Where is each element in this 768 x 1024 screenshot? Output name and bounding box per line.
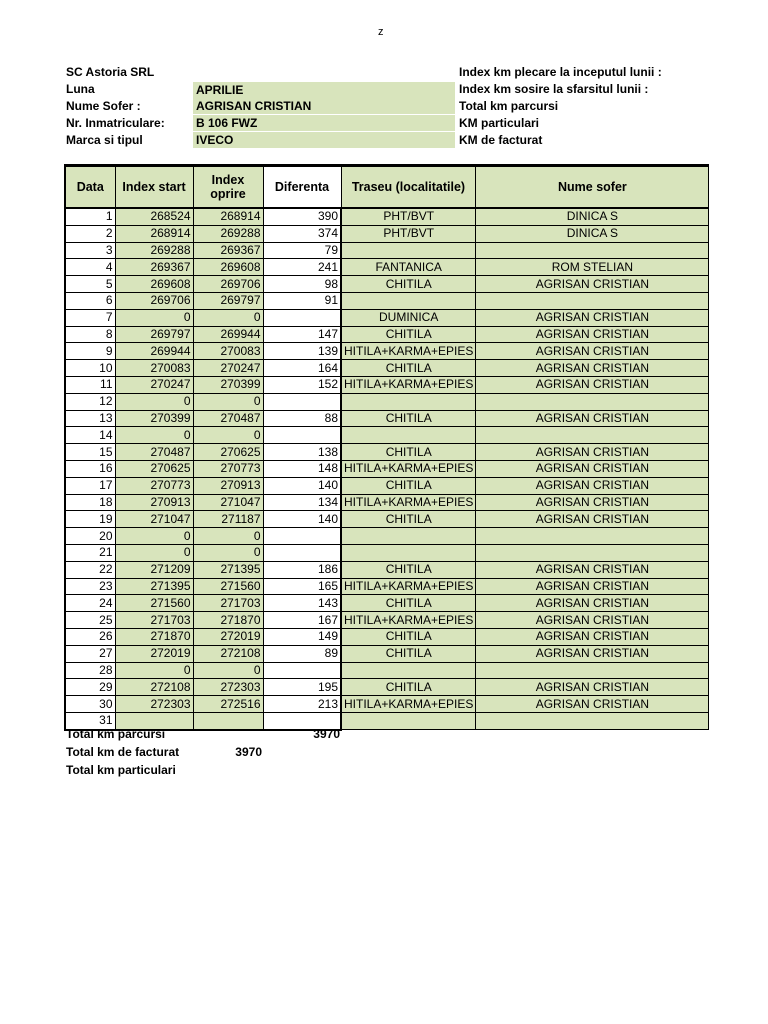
make-value[interactable]: IVECO [193, 132, 455, 148]
cell-driver[interactable]: AGRISAN CRISTIAN [476, 376, 709, 393]
cell-route[interactable]: CHITILA [341, 628, 476, 645]
cell-route[interactable]: CHITILA [341, 410, 476, 427]
cell-index-stop[interactable]: 0 [193, 393, 263, 410]
cell-route[interactable]: CHITILA [341, 444, 476, 461]
cell-difference[interactable]: 167 [263, 612, 341, 629]
cell-driver[interactable]: AGRISAN CRISTIAN [476, 276, 709, 293]
cell-data[interactable]: 19 [65, 511, 115, 528]
end-index-label: Index km sosire la sfarsitul lunii : [459, 82, 649, 96]
cell-driver[interactable] [476, 544, 709, 561]
cell-driver[interactable] [476, 292, 709, 309]
cell-difference[interactable]: 88 [263, 410, 341, 427]
cell-index-stop[interactable]: 270487 [193, 410, 263, 427]
cell-data[interactable]: 20 [65, 528, 115, 545]
cell-route[interactable]: HITILA+KARMA+EPIES [341, 696, 476, 713]
cell-difference[interactable]: 89 [263, 645, 341, 662]
cell-index-start[interactable]: 268914 [115, 225, 193, 242]
cell-index-stop[interactable]: 268914 [193, 208, 263, 225]
table-row [65, 679, 709, 696]
table-body [65, 208, 709, 730]
month-label: Luna [66, 82, 95, 96]
cell-difference[interactable]: 374 [263, 225, 341, 242]
cell-data[interactable]: 30 [65, 696, 115, 713]
cell-driver[interactable]: ROM STELIAN [476, 259, 709, 276]
cell-route[interactable]: CHITILA [341, 595, 476, 612]
cell-index-stop[interactable]: 271395 [193, 561, 263, 578]
cell-driver[interactable]: AGRISAN CRISTIAN [476, 326, 709, 343]
cell-index-start[interactable]: 270247 [115, 376, 193, 393]
cell-driver[interactable]: AGRISAN CRISTIAN [476, 595, 709, 612]
cell-data[interactable]: 8 [65, 326, 115, 343]
cell-route[interactable]: CHITILA [341, 561, 476, 578]
cell-difference[interactable]: 140 [263, 477, 341, 494]
cell-index-stop[interactable]: 271703 [193, 595, 263, 612]
cell-index-stop[interactable]: 0 [193, 309, 263, 326]
cell-route[interactable]: CHITILA [341, 511, 476, 528]
total-km-billable-value: 3970 [235, 745, 262, 759]
cell-index-start[interactable]: 269288 [115, 242, 193, 259]
total-km-traveled-value: 3970 [313, 727, 340, 741]
cell-difference[interactable]: 152 [263, 376, 341, 393]
table-row [65, 360, 709, 377]
cell-data[interactable]: 7 [65, 309, 115, 326]
cell-difference[interactable]: 140 [263, 511, 341, 528]
cell-driver[interactable]: AGRISAN CRISTIAN [476, 494, 709, 511]
table-row [65, 410, 709, 427]
cell-index-start[interactable]: 0 [115, 528, 193, 545]
total-km-private-label: Total km particulari [66, 763, 176, 777]
cell-index-start[interactable]: 270913 [115, 494, 193, 511]
cell-route[interactable]: HITILA+KARMA+EPIES [341, 612, 476, 629]
cell-difference[interactable]: 213 [263, 696, 341, 713]
cell-index-stop[interactable]: 270399 [193, 376, 263, 393]
table-row [65, 225, 709, 242]
cell-data[interactable]: 17 [65, 477, 115, 494]
cell-route[interactable] [341, 528, 476, 545]
table-row [65, 444, 709, 461]
cell-driver[interactable]: AGRISAN CRISTIAN [476, 477, 709, 494]
table-row [65, 578, 709, 595]
cell-driver[interactable]: AGRISAN CRISTIAN [476, 309, 709, 326]
cell-data[interactable]: 2 [65, 225, 115, 242]
cell-difference[interactable]: 149 [263, 628, 341, 645]
cell-data[interactable]: 23 [65, 578, 115, 595]
table-row [65, 511, 709, 528]
cell-driver[interactable] [476, 242, 709, 259]
total-km-billable-label: Total km de facturat [66, 745, 180, 759]
cell-driver[interactable]: AGRISAN CRISTIAN [476, 444, 709, 461]
page-mark: z [378, 26, 384, 38]
total-km-traveled-label: Total km parcursi [66, 727, 166, 741]
cell-index-stop[interactable] [193, 712, 263, 729]
cell-difference[interactable]: 164 [263, 360, 341, 377]
cell-index-start[interactable]: 272108 [115, 679, 193, 696]
cell-index-stop[interactable]: 269706 [193, 276, 263, 293]
cell-route[interactable]: FANTANICA [341, 259, 476, 276]
cell-index-stop[interactable]: 269944 [193, 326, 263, 343]
cell-route[interactable]: CHITILA [341, 477, 476, 494]
cell-index-start[interactable]: 271395 [115, 578, 193, 595]
mileage-log-table [64, 164, 709, 731]
make-label: Marca si tipul [66, 133, 143, 147]
cell-driver[interactable] [476, 712, 709, 729]
cell-data[interactable]: 12 [65, 393, 115, 410]
cell-index-stop[interactable]: 271870 [193, 612, 263, 629]
table-row [65, 595, 709, 612]
cell-route[interactable] [341, 544, 476, 561]
cell-index-start[interactable]: 269367 [115, 259, 193, 276]
cell-index-stop[interactable]: 272019 [193, 628, 263, 645]
cell-data[interactable]: 27 [65, 645, 115, 662]
cell-route[interactable]: PHT/BVT [341, 225, 476, 242]
table-row [65, 376, 709, 393]
cell-index-start[interactable]: 269944 [115, 343, 193, 360]
cell-difference[interactable]: 91 [263, 292, 341, 309]
col-header-index-stop: Index oprire [193, 166, 263, 209]
cell-index-start[interactable]: 270773 [115, 477, 193, 494]
table-row [65, 343, 709, 360]
plate-label: Nr. Inmatriculare: [66, 116, 165, 130]
cell-index-start[interactable]: 0 [115, 309, 193, 326]
total-km-label: Total km parcursi [459, 99, 559, 113]
cell-data[interactable]: 14 [65, 427, 115, 444]
cell-difference[interactable] [263, 309, 341, 326]
table-row [65, 561, 709, 578]
cell-driver[interactable]: DINICA S [476, 225, 709, 242]
plate-value[interactable]: B 106 FWZ [193, 115, 455, 131]
cell-driver[interactable]: AGRISAN CRISTIAN [476, 343, 709, 360]
start-index-label: Index km plecare la inceputul lunii : [459, 65, 662, 79]
cell-difference[interactable]: 195 [263, 679, 341, 696]
cell-route[interactable]: HITILA+KARMA+EPIES [341, 578, 476, 595]
cell-index-start[interactable]: 271703 [115, 612, 193, 629]
cell-route[interactable]: PHT/BVT [341, 208, 476, 225]
cell-index-stop[interactable]: 0 [193, 544, 263, 561]
col-header-index-start: Index start [115, 166, 193, 209]
cell-driver[interactable] [476, 393, 709, 410]
cell-index-start[interactable]: 271560 [115, 595, 193, 612]
table-row [65, 309, 709, 326]
cell-driver[interactable]: AGRISAN CRISTIAN [476, 578, 709, 595]
company-name: SC Astoria SRL [66, 65, 155, 79]
cell-driver[interactable]: AGRISAN CRISTIAN [476, 511, 709, 528]
cell-route[interactable] [341, 393, 476, 410]
cell-data[interactable]: 22 [65, 561, 115, 578]
cell-data[interactable]: 10 [65, 360, 115, 377]
cell-index-start[interactable]: 270083 [115, 360, 193, 377]
cell-route[interactable] [341, 427, 476, 444]
cell-difference[interactable]: 138 [263, 444, 341, 461]
cell-index-start[interactable]: 0 [115, 427, 193, 444]
cell-route[interactable]: HITILA+KARMA+EPIES [341, 494, 476, 511]
col-header-data: Data [65, 166, 115, 209]
cell-difference[interactable]: 186 [263, 561, 341, 578]
table-row [65, 326, 709, 343]
cell-index-stop[interactable]: 269288 [193, 225, 263, 242]
cell-data[interactable]: 13 [65, 410, 115, 427]
cell-data[interactable]: 16 [65, 460, 115, 477]
cell-data[interactable]: 18 [65, 494, 115, 511]
table-row [65, 460, 709, 477]
cell-data[interactable]: 11 [65, 376, 115, 393]
cell-index-stop[interactable]: 271047 [193, 494, 263, 511]
cell-data[interactable]: 29 [65, 679, 115, 696]
cell-difference[interactable]: 241 [263, 259, 341, 276]
month-value[interactable]: APRILIE [193, 82, 455, 98]
cell-difference[interactable] [263, 544, 341, 561]
table-row [65, 494, 709, 511]
cell-data[interactable]: 21 [65, 544, 115, 561]
col-header-driver: Nume sofer [476, 166, 709, 209]
cell-index-stop[interactable]: 271560 [193, 578, 263, 595]
driver-value[interactable]: AGRISAN CRISTIAN [193, 98, 455, 114]
cell-data[interactable]: 15 [65, 444, 115, 461]
driver-label: Nume Sofer : [66, 99, 141, 113]
cell-difference[interactable]: 79 [263, 242, 341, 259]
cell-route[interactable]: CHITILA [341, 360, 476, 377]
cell-driver[interactable] [476, 427, 709, 444]
cell-index-start[interactable]: 270399 [115, 410, 193, 427]
cell-route[interactable]: CHITILA [341, 276, 476, 293]
cell-data[interactable]: 9 [65, 343, 115, 360]
cell-route[interactable]: HITILA+KARMA+EPIES [341, 460, 476, 477]
cell-data[interactable]: 25 [65, 612, 115, 629]
cell-data[interactable]: 6 [65, 292, 115, 309]
cell-route[interactable]: DUMINICA [341, 309, 476, 326]
cell-difference[interactable]: 134 [263, 494, 341, 511]
cell-index-start[interactable]: 271870 [115, 628, 193, 645]
cell-index-stop[interactable]: 270247 [193, 360, 263, 377]
cell-index-start[interactable]: 271047 [115, 511, 193, 528]
cell-route[interactable]: HITILA+KARMA+EPIES [341, 343, 476, 360]
table-row [65, 393, 709, 410]
cell-driver[interactable]: AGRISAN CRISTIAN [476, 696, 709, 713]
cell-index-start[interactable]: 0 [115, 662, 193, 679]
cell-driver[interactable]: AGRISAN CRISTIAN [476, 645, 709, 662]
cell-index-start[interactable]: 270625 [115, 460, 193, 477]
table-row [65, 259, 709, 276]
cell-index-stop[interactable]: 0 [193, 662, 263, 679]
table-row [65, 528, 709, 545]
cell-driver[interactable]: AGRISAN CRISTIAN [476, 360, 709, 377]
private-km-label: KM particulari [459, 116, 540, 130]
cell-route[interactable]: HITILA+KARMA+EPIES [341, 376, 476, 393]
cell-index-stop[interactable]: 269797 [193, 292, 263, 309]
cell-difference[interactable]: 98 [263, 276, 341, 293]
table-row [65, 276, 709, 293]
cell-route[interactable]: CHITILA [341, 679, 476, 696]
cell-index-start[interactable]: 0 [115, 544, 193, 561]
cell-data[interactable]: 24 [65, 595, 115, 612]
cell-difference[interactable] [263, 427, 341, 444]
cell-index-start[interactable]: 269706 [115, 292, 193, 309]
cell-index-start[interactable]: 0 [115, 393, 193, 410]
cell-route[interactable]: CHITILA [341, 645, 476, 662]
cell-route[interactable] [341, 242, 476, 259]
cell-index-stop[interactable]: 270083 [193, 343, 263, 360]
cell-index-start[interactable]: 271209 [115, 561, 193, 578]
cell-index-stop[interactable]: 269367 [193, 242, 263, 259]
cell-data[interactable]: 28 [65, 662, 115, 679]
cell-difference[interactable]: 139 [263, 343, 341, 360]
cell-index-start[interactable]: 270487 [115, 444, 193, 461]
cell-index-start[interactable]: 272019 [115, 645, 193, 662]
cell-index-stop[interactable]: 270913 [193, 477, 263, 494]
table-row [65, 292, 709, 309]
cell-data[interactable]: 5 [65, 276, 115, 293]
cell-index-start[interactable]: 269608 [115, 276, 193, 293]
cell-index-start[interactable]: 272303 [115, 696, 193, 713]
table-row [65, 612, 709, 629]
cell-difference[interactable] [263, 662, 341, 679]
table-row [65, 645, 709, 662]
table-row [65, 208, 709, 225]
cell-driver[interactable]: AGRISAN CRISTIAN [476, 628, 709, 645]
cell-data[interactable]: 4 [65, 259, 115, 276]
cell-index-stop[interactable]: 0 [193, 528, 263, 545]
cell-driver[interactable]: AGRISAN CRISTIAN [476, 561, 709, 578]
cell-index-stop[interactable]: 269608 [193, 259, 263, 276]
cell-difference[interactable] [263, 393, 341, 410]
cell-index-stop[interactable]: 270625 [193, 444, 263, 461]
table-header-row [65, 166, 709, 209]
cell-index-start[interactable]: 269797 [115, 326, 193, 343]
col-header-route: Traseu (localitatile) [341, 166, 476, 209]
cell-index-stop[interactable]: 0 [193, 427, 263, 444]
cell-driver[interactable]: AGRISAN CRISTIAN [476, 679, 709, 696]
cell-driver[interactable] [476, 662, 709, 679]
table-row [65, 242, 709, 259]
cell-driver[interactable]: DINICA S [476, 208, 709, 225]
cell-driver[interactable]: AGRISAN CRISTIAN [476, 460, 709, 477]
cell-data[interactable]: 26 [65, 628, 115, 645]
table-row [65, 696, 709, 713]
cell-index-start[interactable]: 268524 [115, 208, 193, 225]
col-header-difference: Diferenta [263, 166, 341, 209]
billable-km-label: KM de facturat [459, 133, 543, 147]
cell-difference[interactable]: 147 [263, 326, 341, 343]
cell-index-stop[interactable]: 270773 [193, 460, 263, 477]
cell-index-stop[interactable]: 272516 [193, 696, 263, 713]
cell-data[interactable]: 3 [65, 242, 115, 259]
cell-difference[interactable]: 143 [263, 595, 341, 612]
cell-data[interactable]: 31 [65, 712, 115, 729]
table-row [65, 477, 709, 494]
cell-driver[interactable]: AGRISAN CRISTIAN [476, 612, 709, 629]
table-row [65, 662, 709, 679]
cell-difference[interactable]: 165 [263, 578, 341, 595]
cell-difference[interactable]: 390 [263, 208, 341, 225]
cell-route[interactable]: CHITILA [341, 326, 476, 343]
table-row [65, 628, 709, 645]
cell-difference[interactable]: 148 [263, 460, 341, 477]
table-row [65, 427, 709, 444]
table-row [65, 544, 709, 561]
cell-driver[interactable] [476, 528, 709, 545]
cell-data[interactable]: 1 [65, 208, 115, 225]
cell-index-stop[interactable]: 272108 [193, 645, 263, 662]
cell-index-stop[interactable]: 271187 [193, 511, 263, 528]
cell-driver[interactable]: AGRISAN CRISTIAN [476, 410, 709, 427]
cell-index-stop[interactable]: 272303 [193, 679, 263, 696]
cell-route[interactable] [341, 662, 476, 679]
cell-route[interactable] [341, 712, 476, 729]
cell-difference[interactable] [263, 528, 341, 545]
cell-route[interactable] [341, 292, 476, 309]
